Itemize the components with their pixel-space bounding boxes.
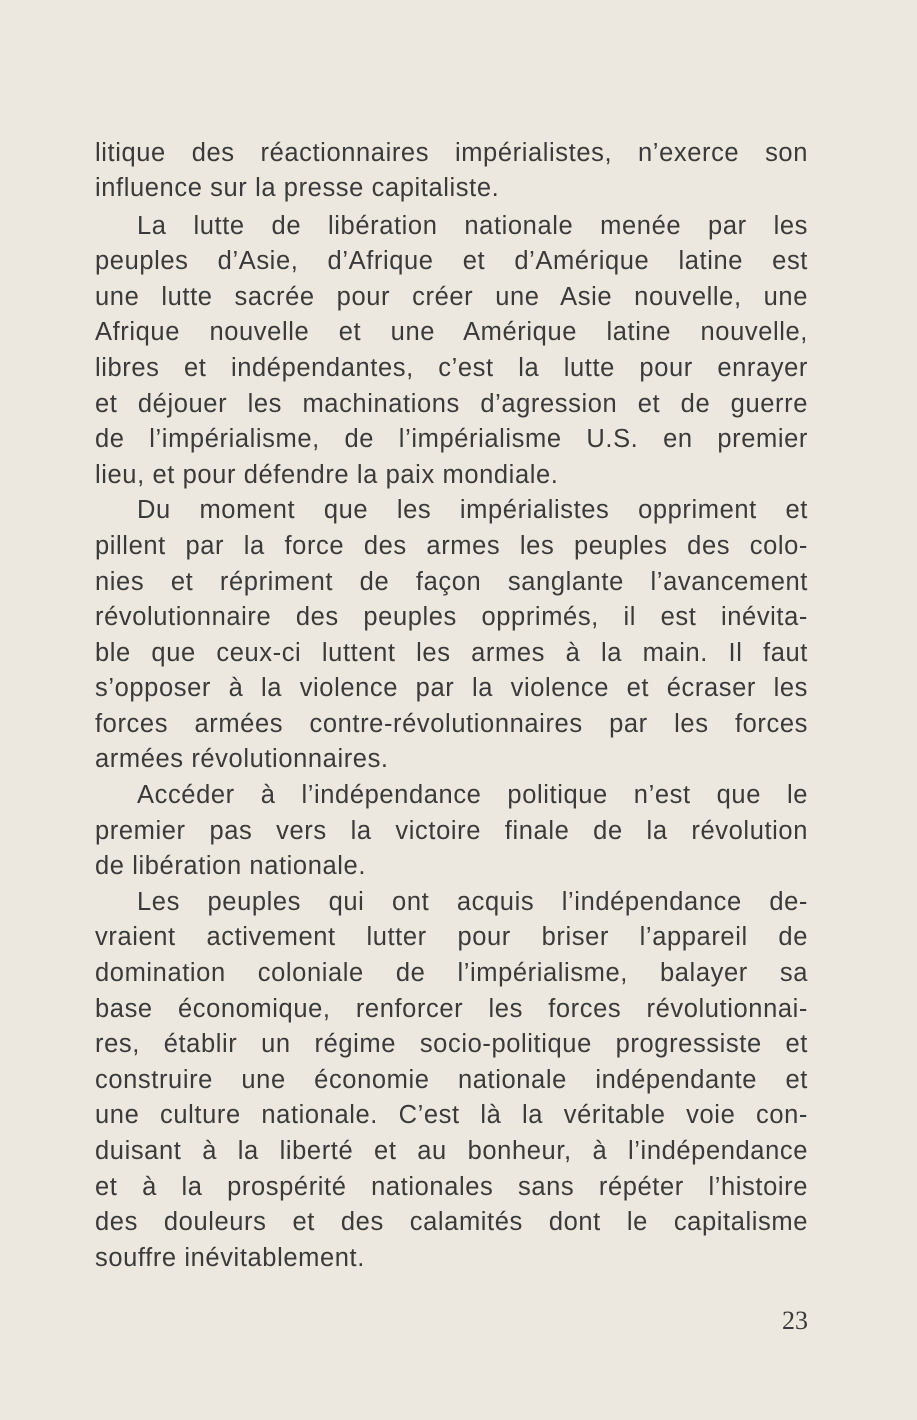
text-line: base économique, renforcer les forces révolutionnai- xyxy=(95,995,808,1023)
text-line: ble que ceux-ci luttent les armes à la main. Il faut xyxy=(95,639,808,667)
text-line: litique des réactionnaires impérialistes, n’exerce son xyxy=(95,139,808,167)
text-line: lieu, et pour défendre la paix mondiale. xyxy=(95,461,559,489)
text-line: nies et répriment de façon sanglante l’avancement xyxy=(95,568,808,596)
text-line: et déjouer les machinations d’agression et de guerre xyxy=(95,390,808,418)
text-line: Accéder à l’indépendance politique n’est que le xyxy=(137,781,808,809)
text-line: de l’impérialisme, de l’impérialisme U.S. en premier xyxy=(95,425,808,453)
text-line: des douleurs et des calamités dont le capitalisme xyxy=(95,1208,808,1236)
text-line: premier pas vers la victoire finale de la révolution xyxy=(95,817,808,845)
text-line: duisant à la liberté et au bonheur, à l’indépendance xyxy=(95,1137,808,1165)
text-line: La lutte de libération nationale menée par les xyxy=(137,212,808,240)
text-line: libres et indépendantes, c’est la lutte pour enrayer xyxy=(95,354,808,382)
text-line: res, établir un régime socio-politique progressiste et xyxy=(95,1030,808,1058)
text-line: pillent par la force des armes les peuples des colo- xyxy=(95,532,808,560)
page-number: 23 xyxy=(782,1306,808,1335)
text-line: Du moment que les impérialistes oppriment et xyxy=(137,496,808,524)
text-line: armées révolutionnaires. xyxy=(95,745,389,773)
text-line: souffre inévitablement. xyxy=(95,1244,365,1272)
text-line: Afrique nouvelle et une Amérique latine nouvelle, xyxy=(95,318,808,346)
text-line: et à la prospérité nationales sans répéter l’histoire xyxy=(95,1173,808,1201)
text-line: révolutionnaire des peuples opprimés, il est inévita- xyxy=(95,603,808,631)
text-line: une culture nationale. C’est là la véritable voie con- xyxy=(95,1101,808,1129)
text-line: s’opposer à la violence par la violence et écraser les xyxy=(95,674,808,702)
text-line: une lutte sacrée pour créer une Asie nouvelle, une xyxy=(95,283,808,311)
text-line: influence sur la presse capitaliste. xyxy=(95,174,500,202)
text-line: de libération nationale. xyxy=(95,852,367,880)
text-line: peuples d’Asie, d’Afrique et d’Amérique latine est xyxy=(95,247,808,275)
text-line: forces armées contre-révolutionnaires par les forces xyxy=(95,710,808,738)
text-line: construire une économie nationale indépendante et xyxy=(95,1066,808,1094)
text-line: domination coloniale de l’impérialisme, balayer sa xyxy=(95,959,808,987)
text-line: vraient activement lutter pour briser l’appareil de xyxy=(95,923,808,951)
text-line: Les peuples qui ont acquis l’indépendance de- xyxy=(137,888,808,916)
